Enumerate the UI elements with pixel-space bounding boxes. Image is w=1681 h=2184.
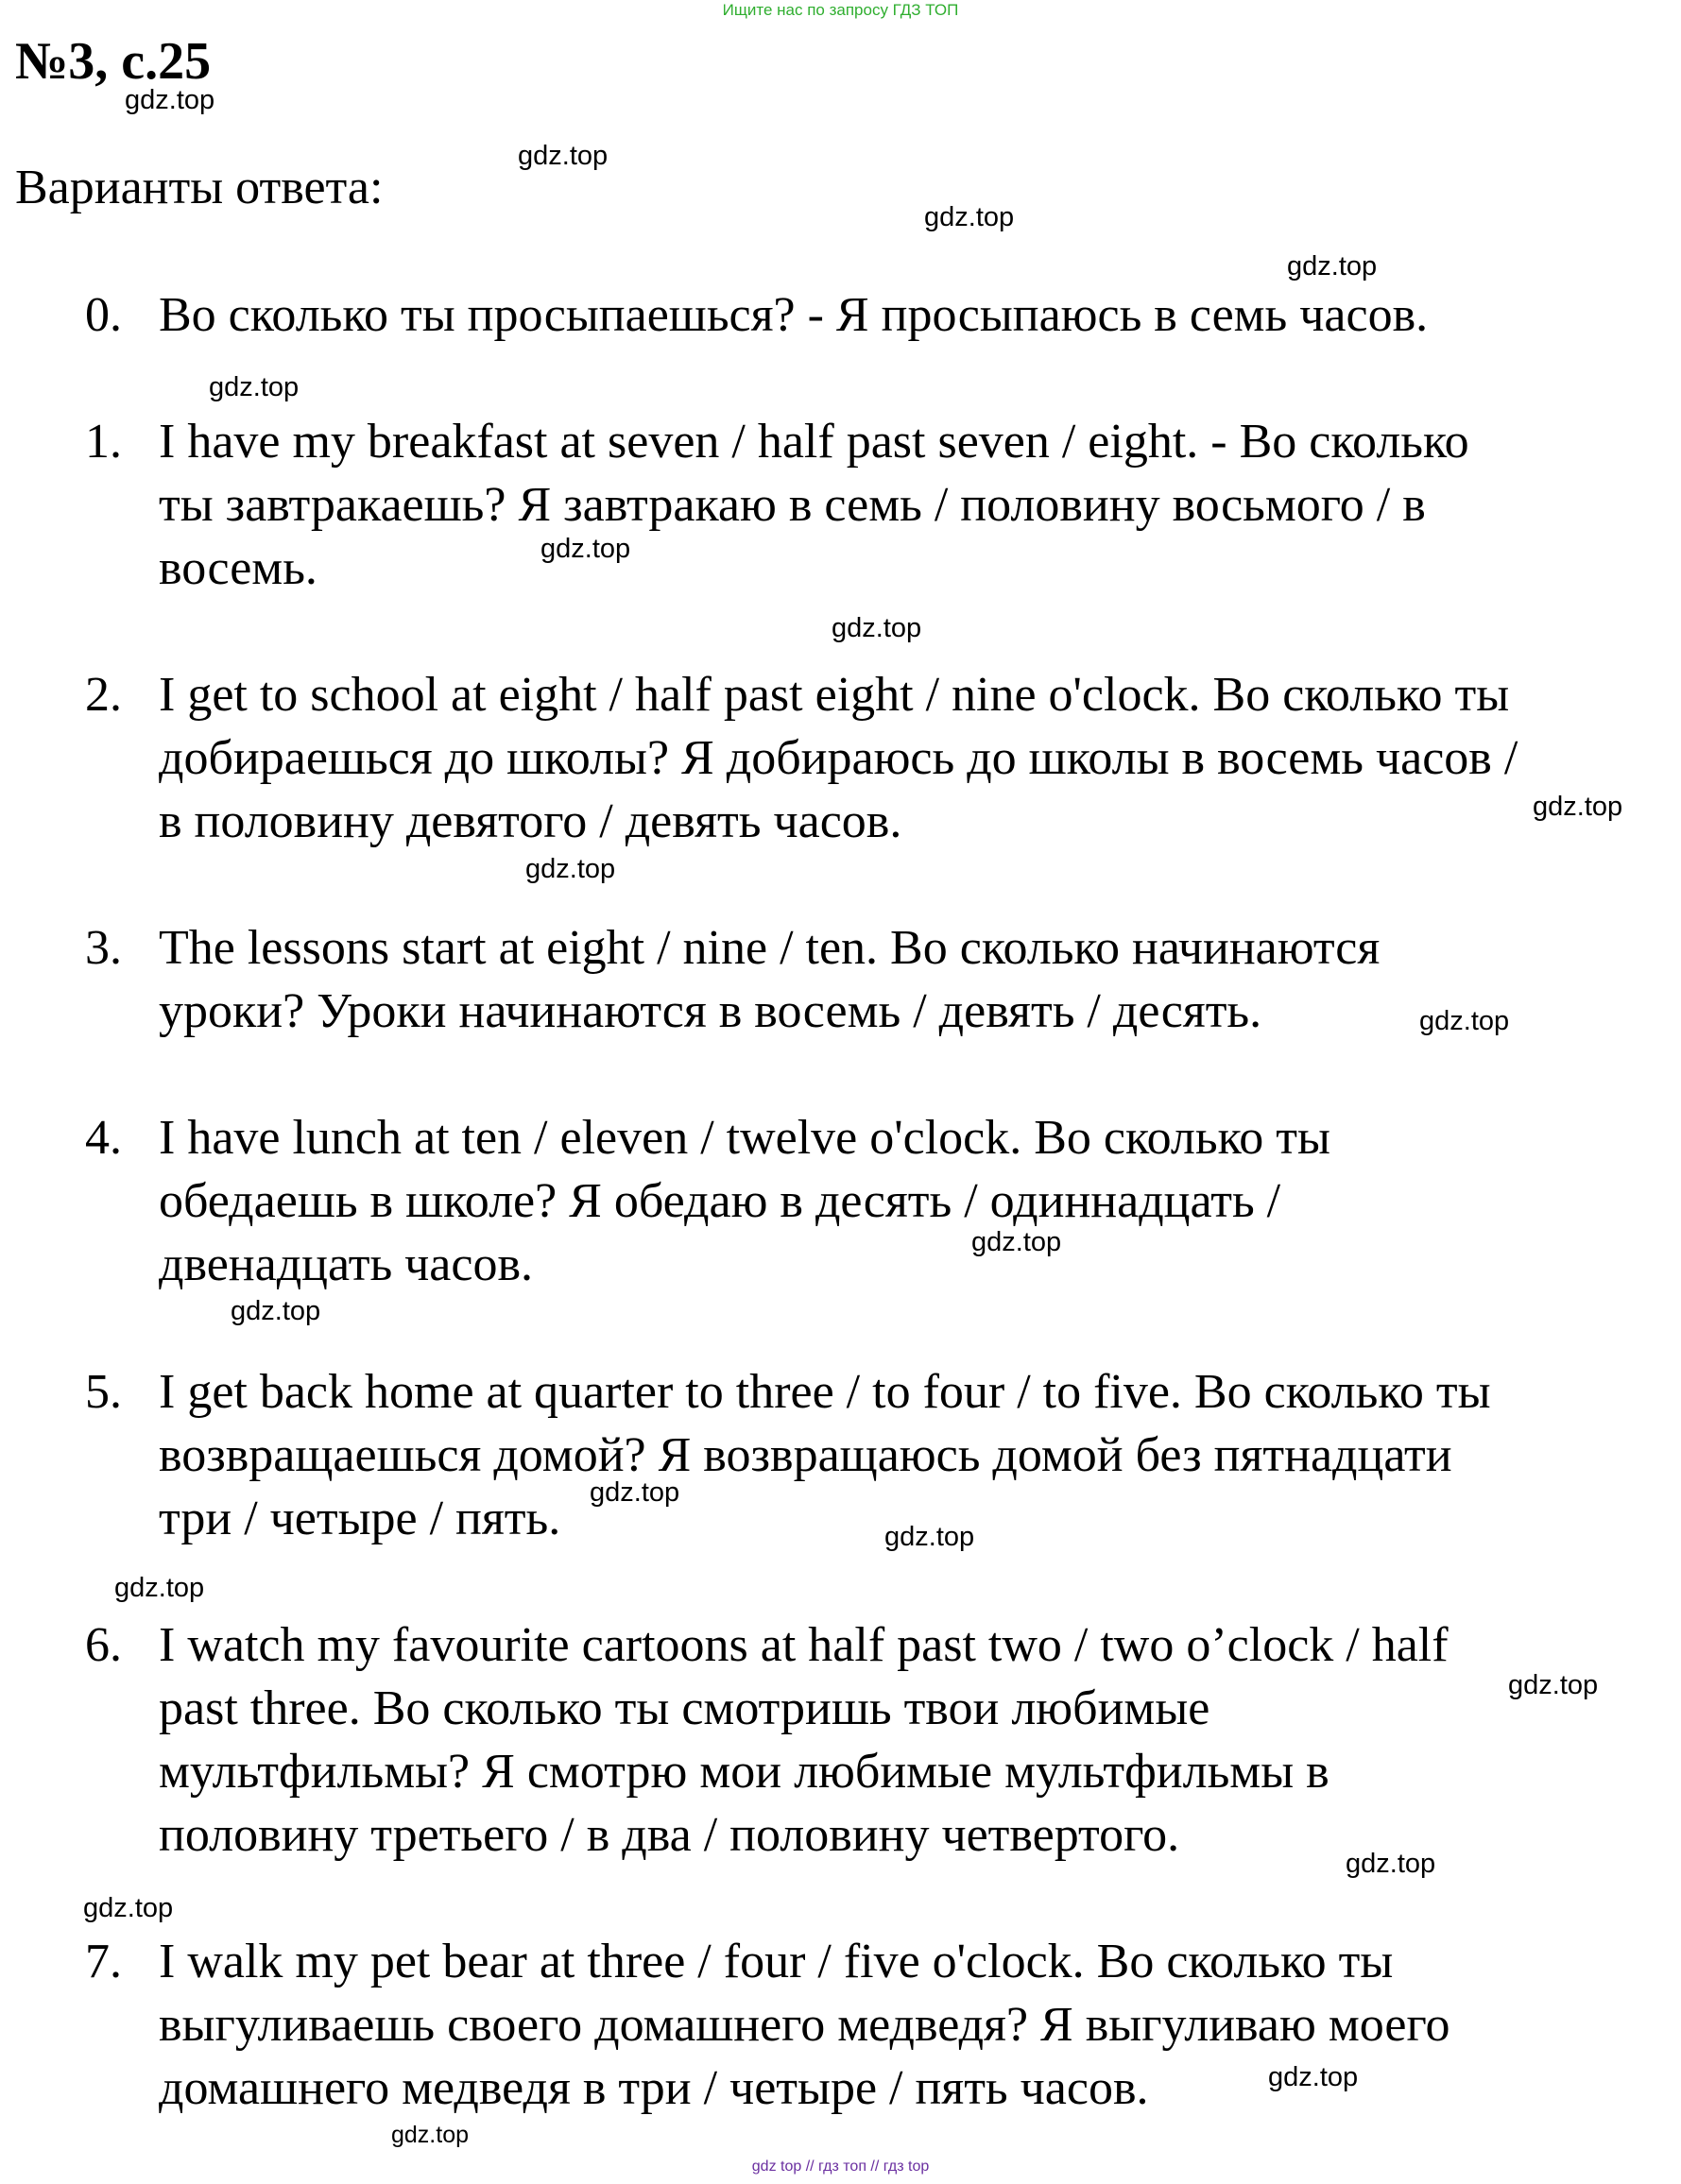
watermark: gdz.top (209, 372, 300, 402)
item-line: The lessons start at eight / nine / ten. Во сколько начинаются (159, 921, 1381, 975)
item-line: I watch my favourite cartoons at half past two / two o’clock / half (159, 1618, 1449, 1672)
item-line: три / четыре / пять. (159, 1492, 561, 1545)
item-line: уроки? Уроки начинаются в восемь / девять / десять. (159, 984, 1262, 1038)
watermark: gdz.top (1287, 251, 1378, 282)
watermark: gdz.top (540, 534, 631, 564)
item-line: ты завтракаешь? Я завтракаю в семь / половину восьмого / в (159, 478, 1426, 532)
watermark: gdz.top (1346, 1849, 1436, 1879)
item-line: половину третьего / в два / половину четвертого. (159, 1808, 1180, 1862)
item-number: 5. (85, 1365, 122, 1419)
watermark: gdz.top (391, 2122, 470, 2148)
watermark: gdz.top (125, 85, 215, 115)
item-line: обедаешь в школе? Я обедаю в десять / одиннадцать / (159, 1174, 1281, 1228)
item-number: 7. (85, 1935, 122, 1988)
item-line: в половину девятого / девять часов. (159, 794, 902, 848)
item-line: I have my breakfast at seven / half past seven / eight. - Во сколько (159, 415, 1469, 469)
bottom-banner: gdz top // гдз топ // гдз top (751, 2158, 930, 2175)
item-number: 4. (85, 1111, 122, 1165)
watermark: gdz.top (231, 1296, 321, 1326)
watermark: gdz.top (590, 1477, 680, 1508)
watermark: gdz.top (83, 1893, 174, 1923)
watermark: gdz.top (1533, 792, 1623, 822)
item-line: домашнего медведя в три / четыре / пять часов. (159, 2061, 1149, 2115)
item-line: I have lunch at ten / eleven / twelve o'clock. Во сколько ты (159, 1111, 1330, 1165)
item-number: 1. (85, 415, 122, 469)
item-line: двенадцать часов. (159, 1237, 534, 1291)
watermark: gdz.top (518, 141, 609, 171)
item-line: восемь. (159, 541, 317, 595)
item-line: I walk my pet bear at three / four / five o'clock. Во сколько ты (159, 1935, 1394, 1988)
item-line: I get back home at quarter to three / to four / to five. Во сколько ты (159, 1365, 1491, 1419)
item-number: 2. (85, 668, 122, 722)
item-number: 0. (85, 288, 122, 342)
watermark: gdz.top (832, 613, 922, 643)
watermark: gdz.top (1508, 1670, 1599, 1700)
item-number: 3. (85, 921, 122, 975)
item-line: выгуливаешь своего домашнего медведя? Я выгуливаю моего (159, 1998, 1450, 2052)
watermark: gdz.top (884, 1522, 975, 1552)
item-number: 6. (85, 1618, 122, 1672)
watermark: gdz.top (971, 1227, 1062, 1257)
page-title: №3, с.25 (15, 32, 212, 91)
top-banner: Ищите нас по запросу ГДЗ ТОП (722, 1, 959, 19)
item-line: past three. Во сколько ты смотришь твои любимые (159, 1681, 1210, 1735)
item-line: возвращаешься домой? Я возвращаюсь домой без пятнадцати (159, 1428, 1452, 1482)
watermark: gdz.top (1268, 2062, 1359, 2092)
watermark: gdz.top (1419, 1006, 1510, 1036)
item-line: мультфильмы? Я смотрю мои любимые мультфильмы в (159, 1745, 1329, 1799)
item-line: Во сколько ты просыпаешься? - Я просыпаюсь в семь часов. (159, 288, 1429, 342)
answer-options-heading: Варианты ответа: (15, 161, 384, 214)
item-line: добираешься до школы? Я добираюсь до школы в восемь часов / (159, 731, 1518, 785)
watermark: gdz.top (924, 202, 1015, 232)
item-line: I get to school at eight / half past eight / nine o'clock. Во сколько ты (159, 668, 1510, 722)
watermark: gdz.top (525, 854, 616, 884)
watermark: gdz.top (114, 1573, 205, 1603)
